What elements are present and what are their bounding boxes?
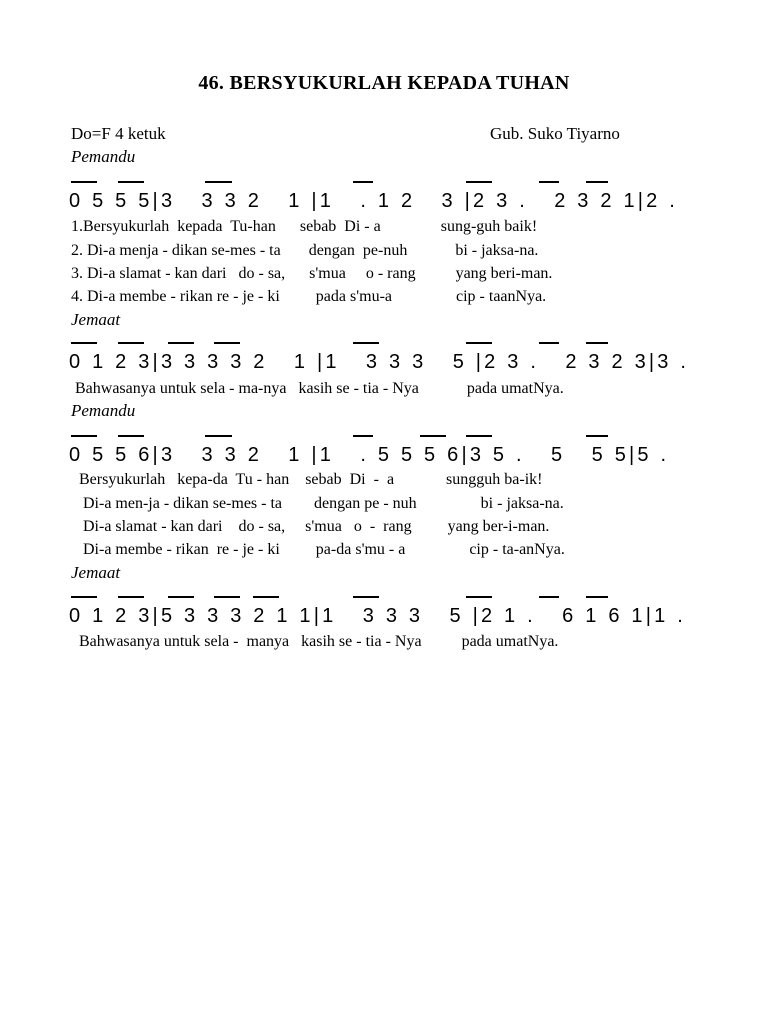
song-title: 46. BERSYUKURLAH KEPADA TUHAN (198, 72, 570, 94)
composer: Gub. Suko Tiyarno (490, 124, 620, 143)
key-signature: Do=F 4 ketuk (71, 124, 166, 143)
section-label-pemandu: Pemandu (71, 401, 136, 420)
section-label-pemandu: Pemandu (71, 147, 136, 166)
lyric-line: Di-a membe - rikan re - je - ki pa-da s'mu - a cip - ta-anNya. (71, 541, 565, 558)
notation-line: 0 1 2 3|5 3 3 3 2 1 1|1 3 3 3 5 |2 1 . 6 1 6 1|1 . (69, 605, 686, 627)
notation-line: 0 5 5 6|3 3 3 2 1 |1 . 5 5 5 6|3 5 . 5 5 5|5 . (69, 444, 670, 466)
notation-line: 0 1 2 3|3 3 3 3 2 1 |1 3 3 3 5 |2 3 . 2 3 2 3|3 . (69, 351, 690, 373)
lyric-line: Di-a slamat - kan dari do - sa, s'mua o - rang yang ber-i-man. (71, 518, 550, 535)
section-label-jemaat: Jemaat (71, 310, 121, 329)
lyric-line: Bahwasanya untuk sela - manya kasih se - tia - Nya pada umatNya. (71, 633, 559, 650)
lyric-line: 4. Di-a membe - rikan re - je - ki pada s'mu-a cip - taanNya. (71, 288, 547, 305)
lyric-line: 2. Di-a menja - dikan se-mes - ta dengan pe-nuh bi - jaksa-na. (71, 242, 539, 259)
lyric-line: Di-a men-ja - dikan se-mes - ta dengan pe - nuh bi - jaksa-na. (71, 495, 564, 512)
lyric-line: Bersyukurlah kepa-da Tu - han sebab Di - a sungguh ba-ik! (71, 471, 543, 488)
notation-line: 0 5 5 5|3 3 3 2 1 |1 . 1 2 3 |2 3 . 2 3 2 1|2 . (69, 190, 679, 212)
section-label-jemaat: Jemaat (71, 563, 121, 582)
lyric-line: Bahwasanya untuk sela - ma-nya kasih se - tia - Nya pada umatNya. (71, 380, 564, 397)
lyric-line: 1.Bersyukurlah kepada Tu-han sebab Di - a sung-guh baik! (71, 218, 538, 235)
lyric-line: 3. Di-a slamat - kan dari do - sa, s'mua o - rang yang beri-man. (71, 265, 553, 282)
